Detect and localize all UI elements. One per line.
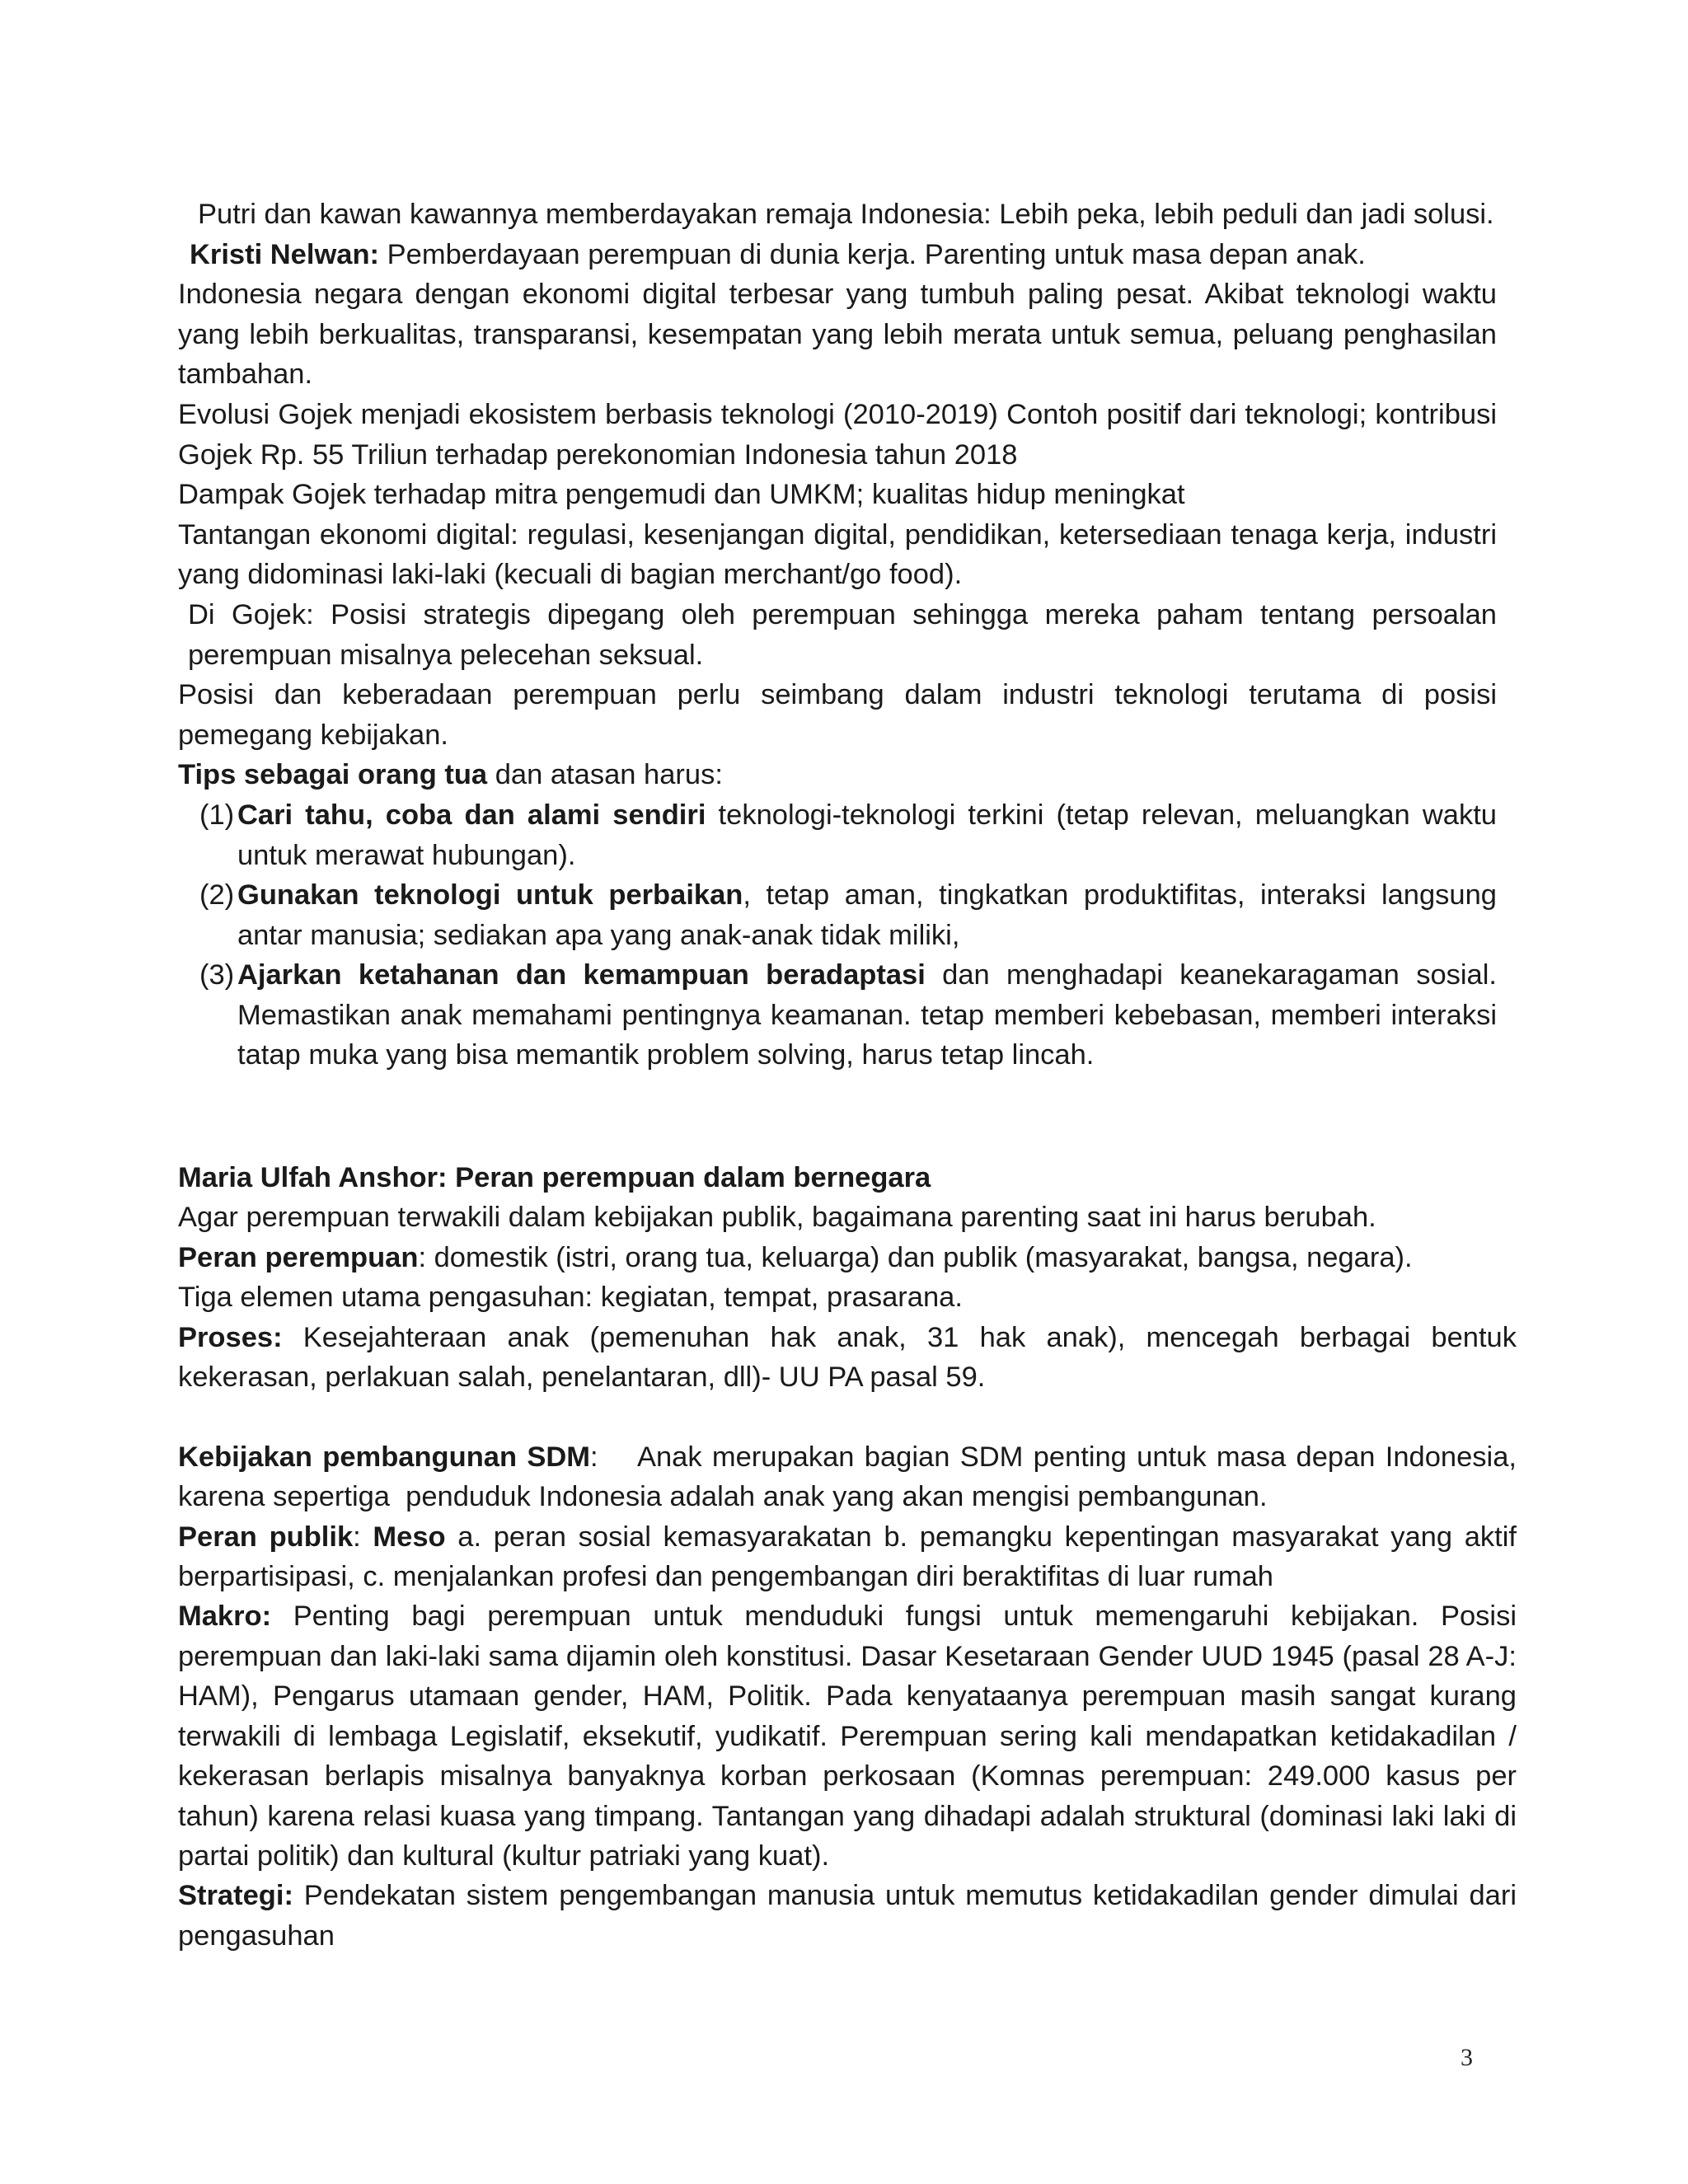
strategi-label: Strategi: — [178, 1880, 293, 1912]
meso-label: Meso — [373, 1521, 446, 1553]
paragraph-evolusi-gojek: Evolusi Gojek menjadi ekosistem berbasis teknologi (2010-2019) Contoh positif dari teknologi; kontribusi Gojek Rp. 55 Triliun terhadap perekonomian Indonesia tahun 2018 — [178, 398, 1497, 471]
tips-text: dan atasan harus: — [487, 759, 723, 791]
meso-text: a. peran sosial kemasyarakatan b. pemangku kepentingan masyarakat yang aktif berpartisipasi, c. menjalankan profesi dan pengembangan diri beraktifitas di luar rumah — [178, 1521, 1517, 1593]
peran-label: Peran perempuan — [178, 1241, 419, 1273]
strategi-text: Pendekatan sistem pengembangan manusia untuk memutus ketidakadilan gender dimulai dari pengasuhan — [178, 1880, 1517, 1952]
tips-label: Tips sebagai orang tua — [178, 759, 488, 791]
list-item — [178, 955, 1497, 1076]
list-item-bold: Ajarkan ketahanan dan kemampuan beradaptasi — [237, 959, 926, 991]
kebijakan-label: Kebijakan pembangunan SDM — [178, 1441, 591, 1473]
paragraph-kebijakan — [178, 1397, 1525, 1516]
publik-label: Peran publik — [178, 1521, 354, 1553]
list-number: (1) — [199, 799, 235, 831]
paragraph-di-gojek: Di Gojek: Posisi strategis dipegang oleh perempuan sehingga mereka paham tentang persoalan perempuan misalnya pelecehan seksual. — [188, 598, 1497, 671]
paragraph-posisi: Posisi dan keberadaan perempuan perlu seimbang dalam industri teknologi terutama di posisi pemegang kebijakan. — [178, 679, 1497, 751]
makro-label: Makro: — [178, 1601, 272, 1633]
heading-text: Maria Ulfah Anshor: Peran perempuan dalam bernegara — [178, 1162, 931, 1193]
list-item-text: teknologi-teknologi terkini (tetap relevan, meluangkan waktu untuk merawat hubungan). — [237, 799, 1497, 871]
section-heading — [178, 1158, 1517, 1197]
section-kristi-nelwan — [178, 194, 1497, 1076]
list-item-text: , tetap aman, tingkatkan produktifitas, interaksi langsung antar manusia; sediakan apa yang anak-anak tidak miliki, — [237, 879, 1497, 951]
makro-text: Penting bagi perempuan untuk menduduki fungsi untuk memengaruhi kebijakan. Posisi perempuan dan laki-laki sama dijamin oleh konstitusi. Dasar Kesetaraan Gender UUD 1945 (pasal 28 A-J: HAM), Pengarus utamaan gender, HAM, Politik. Pada kenyataanya perempuan masih sangat kurang terwakili di lembaga Legislatif, eksekutif, yudikatif. Perempuan sering kali mendapatkan ketidakadilan / kekerasan berlapis misalnya banyaknya korban perkosaan (Komnas perempuan: 249.000 kasus per tahun) karena relasi kuasa yang timpang. Tantangan yang dihadapi adalah struktural (dominasi laki laki di partai politik) dan kultural (kultur patriaki yang kuat). — [178, 1601, 1517, 1872]
section-maria-ulfah — [178, 1158, 1525, 1956]
list-number: (2) — [199, 879, 235, 912]
list-item — [178, 795, 1497, 875]
publik-sep: : — [353, 1521, 373, 1553]
list-item-bold: Cari tahu, coba dan alami sendiri — [237, 799, 706, 831]
paragraph-tantangan: Tantangan ekonomi digital: regulasi, kesenjangan digital, pendidikan, ketersediaan tenaga kerja, industri yang didominasi laki-laki (kecuali di bagian merchant/go food). — [178, 518, 1497, 591]
proses-label: Proses: — [178, 1321, 283, 1353]
speaker-topic: Pemberdayaan perempuan di dunia kerja. Parenting untuk masa depan anak. — [379, 238, 1366, 270]
list-item — [178, 875, 1497, 955]
paragraph-ekonomi-digital: Indonesia negara dengan ekonomi digital terbesar yang tumbuh paling pesat. Akibat teknologi waktu yang lebih berkualitas, transparansi, kesempatan yang lebih merata untuk semua, peluang penghasilan tambahan. — [178, 279, 1497, 391]
paragraph-makro — [178, 1596, 1517, 1876]
list-number: (3) — [199, 959, 235, 991]
paragraph-proses — [178, 1318, 1517, 1398]
paragraph-strategi — [178, 1876, 1517, 1956]
proses-text: Kesejahteraan anak (pemenuhan hak anak, 31 hak anak), mencegah berbagai bentuk kekerasan, perlakuan salah, penelantaran, dll)- UU PA pasal 59. — [178, 1321, 1517, 1394]
paragraph-putri: Putri dan kawan kawannya memberdayakan remaja Indonesia: Lebih peka, lebih peduli dan jadi solusi. — [198, 199, 1494, 230]
paragraph-agar: Agar perempuan terwakili dalam kebijakan publik, bagaimana parenting saat ini harus berubah. — [178, 1202, 1376, 1234]
list-item-text: dan menghadapi keanekaragaman sosial. Memastikan anak memahami pentingnya keamanan. tetap memberi kebebasan, memberi interaksi tatap muka yang bisa memantik problem solving, harus tetap lincah. — [237, 959, 1497, 1071]
page-number: 3 — [1461, 2044, 1473, 2071]
list-item-bold: Gunakan teknologi untuk perbaikan — [237, 879, 743, 912]
paragraph-tips — [178, 755, 1497, 795]
kebijakan-text: : Anak merupakan bagian SDM penting untuk masa depan Indonesia, karena sepertiga penduduk Indonesia adalah anak yang akan mengisi pembangunan. — [178, 1441, 1525, 1513]
paragraph-peran-publik — [178, 1517, 1517, 1597]
peran-text: : domestik (istri, orang tua, keluarga) dan publik (masyarakat, bangsa, negara). — [418, 1241, 1413, 1273]
paragraph-peran-perempuan — [178, 1238, 1517, 1277]
speaker-name: Kristi Nelwan: — [190, 238, 380, 270]
paragraph-dampak-gojek: Dampak Gojek terhadap mitra pengemudi dan UMKM; kualitas hidup meningkat — [178, 479, 1185, 511]
paragraph-tiga-elemen: Tiga elemen utama pengasuhan: kegiatan, tempat, prasarana. — [178, 1282, 963, 1314]
paragraph-kristi-intro — [178, 235, 1497, 275]
